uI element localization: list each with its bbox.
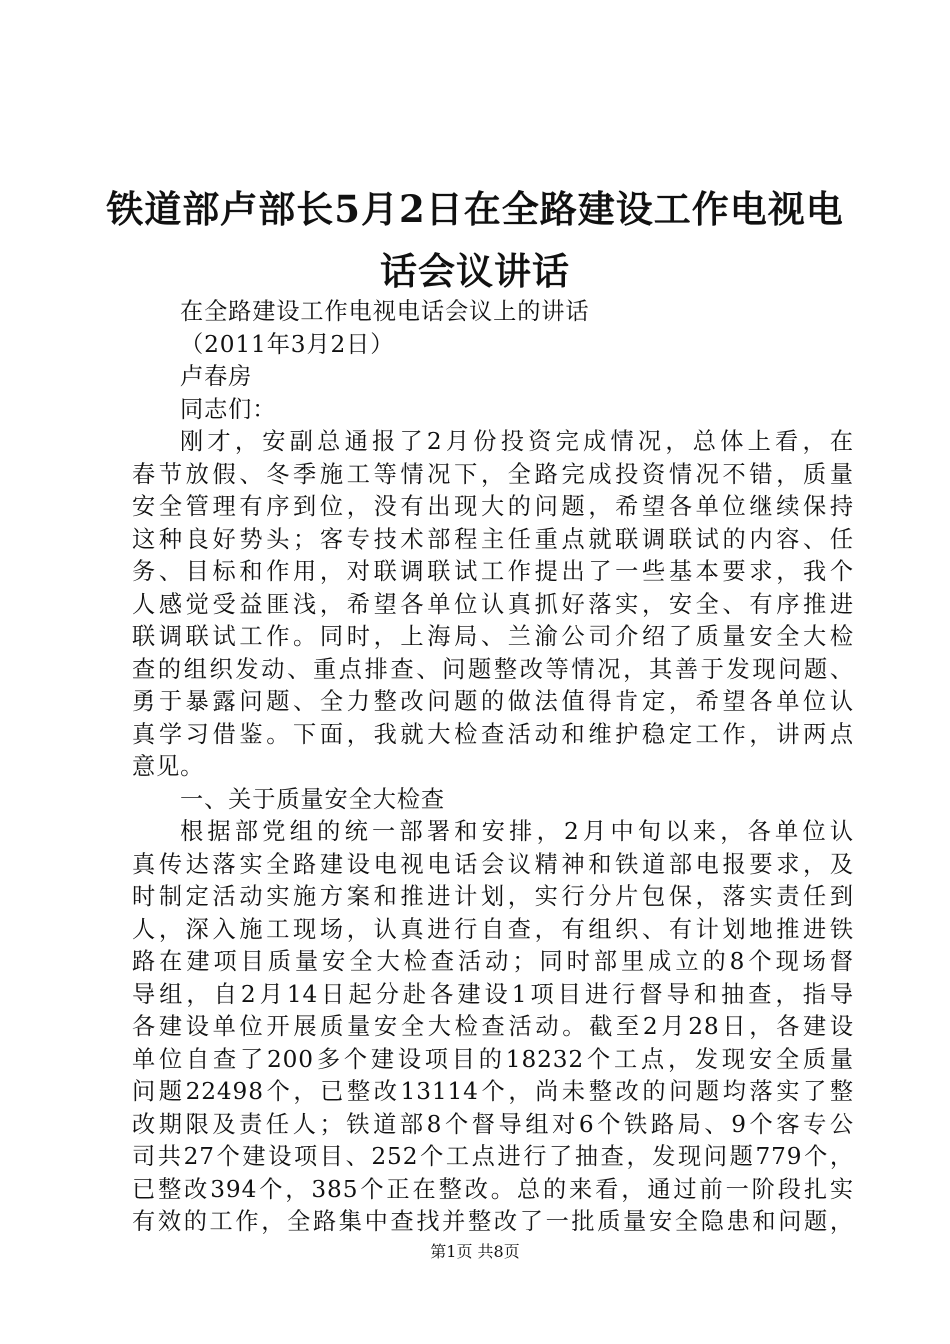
body-line: 司共27个建设项目、252个工点进行了抽查，发现问题779个， (132, 1143, 854, 1170)
page-number-footer: 第1页 共8页 (430, 1242, 520, 1261)
body-line: 联调联试工作。同时，上海局、兰渝公司介绍了质量安全大检 (132, 623, 854, 650)
body-line: 单位自查了200多个建设项目的18232个工点，发现安全质量 (132, 1045, 854, 1073)
body-line: 务、目标和作用，对联调联试工作提出了一些基本要求，我个 (132, 558, 854, 585)
body-line: 问题22498个，已整改13114个，尚未整改的问题均落实了整 (132, 1078, 854, 1105)
speaker-name: 卢春房 (180, 363, 253, 390)
body-line: 根据部党组的统一部署和安排，2月中旬以来，各单位认 (180, 818, 854, 845)
body-line: 真学习借鉴。下面，我就大检查活动和维护稳定工作，讲两点 (132, 720, 854, 748)
body-line: 人感觉受益匪浅，希望各单位认真抓好落实，安全、有序推进 (132, 590, 854, 618)
body-line: 查的组织发动、重点排查、问题整改等情况，其善于发现问题、 (132, 655, 854, 683)
body-line: 这种良好势头；客专技术部程主任重点就联调联试的内容、任 (132, 525, 854, 553)
body-line: 意见。 (132, 753, 205, 780)
section-heading: 一、关于质量安全大检查 (180, 785, 445, 813)
body-line: 改期限及责任人；铁道部8个督导组对6个铁路局、9个客专公 (132, 1110, 854, 1138)
body-line: 安全管理有序到位，没有出现大的问题，希望各单位继续保持 (132, 493, 854, 520)
speech-date: （2011年3月2日） (180, 330, 395, 358)
body-line: 勇于暴露问题、全力整改问题的做法值得肯定，希望各单位认 (132, 688, 854, 715)
body-line: 时制定活动实施方案和推进计划，实行分片包保，落实责任到 (132, 883, 854, 910)
body-line: 各建设单位开展质量安全大检查活动。截至2月28日，各建设 (132, 1013, 854, 1040)
body-line: 导组，自2月14日起分赴各建设1项目进行督导和抽查，指导 (132, 980, 854, 1008)
speech-heading: 在全路建设工作电视电话会议上的讲话 (180, 298, 590, 325)
body-line: 真传达落实全路建设电视电话会议精神和铁道部电报要求，及 (132, 850, 854, 878)
body-line: 人，深入施工现场，认真进行自查，有组织、有计划地推进铁 (132, 915, 854, 943)
body-line: 有效的工作，全路集中查找并整改了一批质量安全隐患和问题， (132, 1208, 854, 1235)
document-title-line-1: 铁道部卢部长5月2日在全路建设工作电视电 (106, 187, 844, 231)
body-line: 春节放假、冬季施工等情况下，全路完成投资情况不错，质量 (132, 460, 854, 488)
document-body (132, 296, 854, 1239)
salutation: 同志们： (180, 395, 277, 423)
body-line: 已整改394个，385个正在整改。总的来看，通过前一阶段扎实 (132, 1175, 854, 1203)
body-line: 刚才，安副总通报了2月份投资完成情况，总体上看，在 (180, 428, 854, 455)
document-title-line-2: 话会议讲话 (380, 249, 570, 293)
body-line: 路在建项目质量安全大检查活动；同时部里成立的8个现场督 (132, 948, 854, 975)
